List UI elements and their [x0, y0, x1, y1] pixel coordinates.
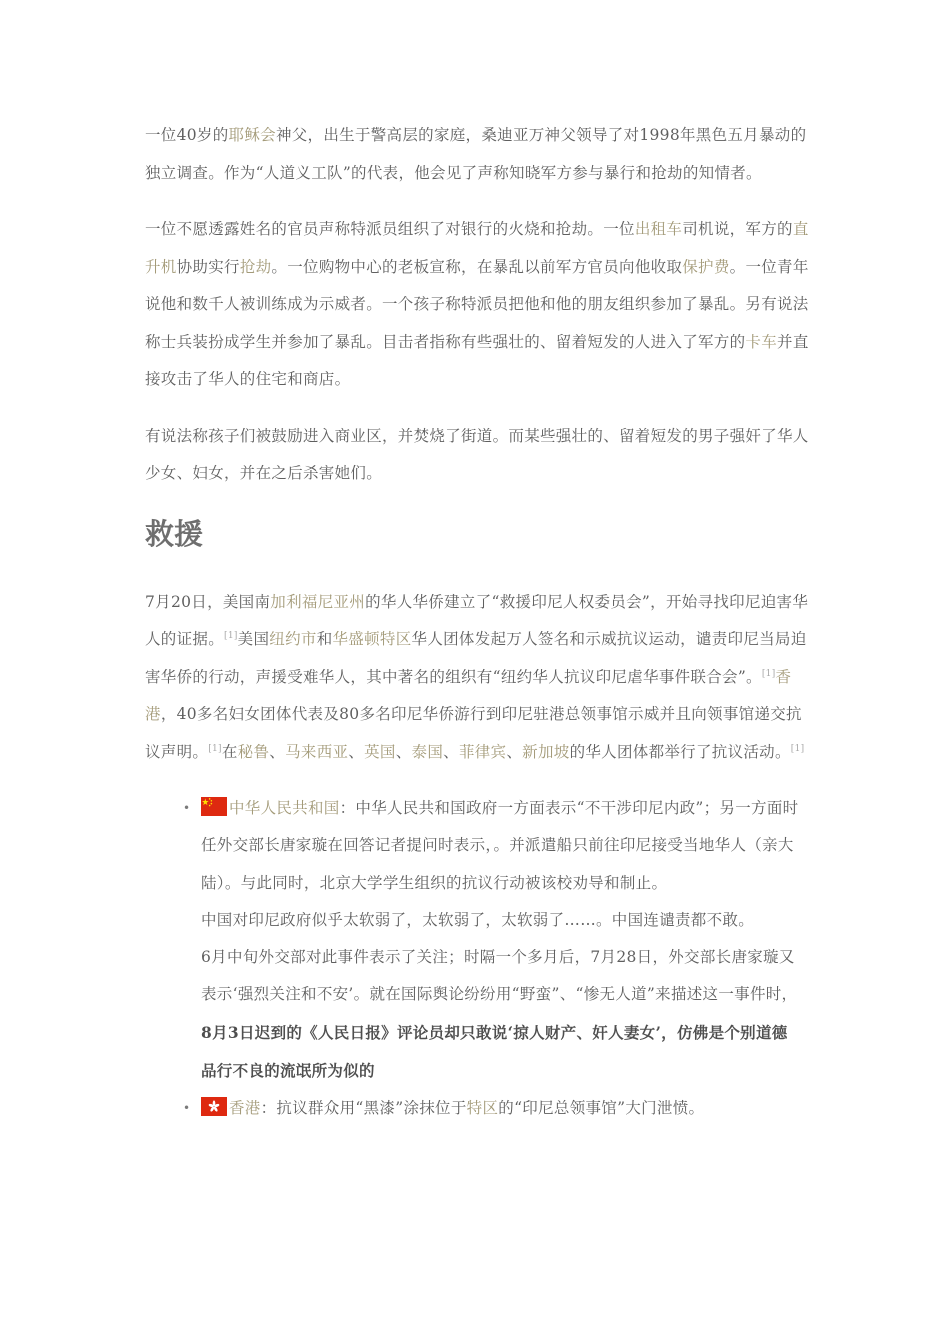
link-malaysia[interactable]: 马来西亚: [285, 742, 349, 761]
link-philippines[interactable]: 菲律宾: [458, 742, 507, 761]
text: 的“印尼总领事馆”大门泄愤。: [498, 1099, 705, 1118]
link-helicopter[interactable]: 直升机: [145, 220, 809, 276]
paragraph-sandyawan: [145, 117, 810, 192]
link-sar[interactable]: 特区: [466, 1099, 499, 1118]
text: 一位40岁的: [145, 126, 229, 144]
text: 6月中旬外交部对此事件表示了关注；时隔一个多月后，7月28日，外交部长唐家璇又表示‘强烈关注和不安’。就在国际舆论纷纷用“野蛮”、“惨无人道”来描述这一事件时，: [201, 948, 798, 1004]
text: 协助实行: [176, 257, 240, 276]
link-singapore[interactable]: 新加坡: [522, 742, 570, 761]
text: 的华人团体都举行了抗议活动。: [569, 742, 791, 761]
list-item-prc: [183, 790, 803, 1090]
link-uk[interactable]: 英国: [364, 742, 396, 761]
text: 在: [221, 742, 238, 761]
reference-link[interactable]: [1]: [790, 743, 805, 754]
link-peru[interactable]: 秘鲁: [237, 742, 270, 761]
text: 有说法称孩子们被鼓励进入商业区，并焚烧了街道。而某些强壮的、留着短发的男子强奸了华人少女、妇女，并在之后杀害她们。: [145, 426, 809, 482]
separator: 、: [443, 742, 459, 761]
separator: 、: [506, 742, 523, 761]
link-new-york[interactable]: 纽约市: [269, 630, 317, 648]
text: 中国对印尼政府似乎太软弱了，太软弱了，太软弱了……。中国连谴责都不敢。: [201, 910, 755, 929]
text: ：中华人民共和国政府一方面表示“不干涉印尼内政”；另一方面时任外交部长唐家璇在回答记者提问时表示，。并派遣船只前往印尼接受当地华人（亲大陆）。与此同时，北京大学学生组织的抗议行动被该校劝导和制止。: [201, 799, 799, 892]
reference-link[interactable]: [1]: [208, 743, 222, 754]
text: 神父，出生于警高层的家庭，桑迪亚万神父领导了对1998年黑色五月暴动的独立调查。作为“人道义工队”的代表，他会见了声称知晓军方参与暴行和抢劫的知情者。: [145, 126, 807, 182]
paragraph-witnesses: [145, 211, 810, 399]
text: 7月20日，美国南: [145, 592, 271, 611]
hk-flag-icon: [201, 1097, 227, 1116]
link-protection-fee[interactable]: 保护费: [682, 257, 730, 276]
link-hong-kong[interactable]: 香港: [145, 667, 792, 723]
paragraph-violence: [145, 418, 810, 493]
link-looting[interactable]: 抢劫: [239, 257, 272, 276]
link-washington-dc[interactable]: 华盛顿特区: [332, 630, 412, 648]
text: 的华人华侨建立了“救援印尼人权委员会”，开始寻找印尼迫害华人的证据。: [145, 592, 809, 648]
link-prc[interactable]: 中华人民共和国: [229, 799, 340, 817]
paragraph-rescue: [145, 584, 810, 772]
separator: 、: [269, 742, 286, 761]
text: 一位不愿透露姓名的官员声称特派员组织了对银行的火烧和抢劫。一位: [145, 220, 635, 238]
text: 。一位购物中心的老板宣称，在暴乱以前军方官员向他收取: [271, 257, 683, 276]
bullet: •: [183, 801, 191, 815]
link-jesuits[interactable]: 耶稣会: [228, 126, 276, 144]
link-hong-kong-flag[interactable]: 香港: [229, 1099, 261, 1118]
text: 司机说，军方的: [682, 220, 793, 238]
separator: 、: [395, 742, 412, 761]
separator: 、: [348, 742, 365, 761]
reference-link[interactable]: [1]: [761, 668, 776, 679]
text: 并直接攻击了华人的住宅和商店。: [145, 332, 809, 388]
section-heading-rescue: 救援: [145, 516, 204, 551]
link-taxi[interactable]: 出租车: [634, 220, 683, 238]
text: ：抗议群众用“黑漆”涂抹位于: [260, 1099, 467, 1118]
text: 美国: [237, 630, 270, 648]
text: 和: [316, 630, 333, 648]
link-california[interactable]: 加利福尼亚州: [270, 592, 366, 611]
article-body: [145, 117, 810, 1128]
bold-text: 8月3日迟到的《人民日报》评论员却只敢说‘掠人财产、奸人妻女’，仿佛是个别道德品行不良的流氓所为似的: [201, 1022, 788, 1081]
text: ，40多名妇女团体代表及80多名印尼华侨游行到印尼驻港总领事馆示威并且向领事馆递交抗议声明。: [145, 705, 802, 761]
bullet: •: [183, 1101, 191, 1116]
text: 。一位青年说他和数千人被训练成为示威者。一个孩子称特派员把他和他的朋友组织参加了暴乱。另有说法称士兵装扮成学生并参加了暴乱。目击者指称有些强壮的、留着短发的人进入了军方的: [145, 257, 809, 351]
list-item-hk: [183, 1090, 803, 1127]
reactions-list: [183, 790, 803, 1128]
reference-link[interactable]: [1]: [224, 630, 238, 641]
link-truck[interactable]: 卡车: [745, 332, 778, 351]
text: 华人团体发起万人签名和示威抗议运动，谴责印尼当局迫害华侨的行动，声援受难华人，其中著名的组织有“纽约华人抗议印尼虐华事件联合会”。: [145, 630, 807, 686]
prc-flag-icon: [201, 797, 227, 816]
link-thailand[interactable]: 泰国: [411, 742, 444, 761]
